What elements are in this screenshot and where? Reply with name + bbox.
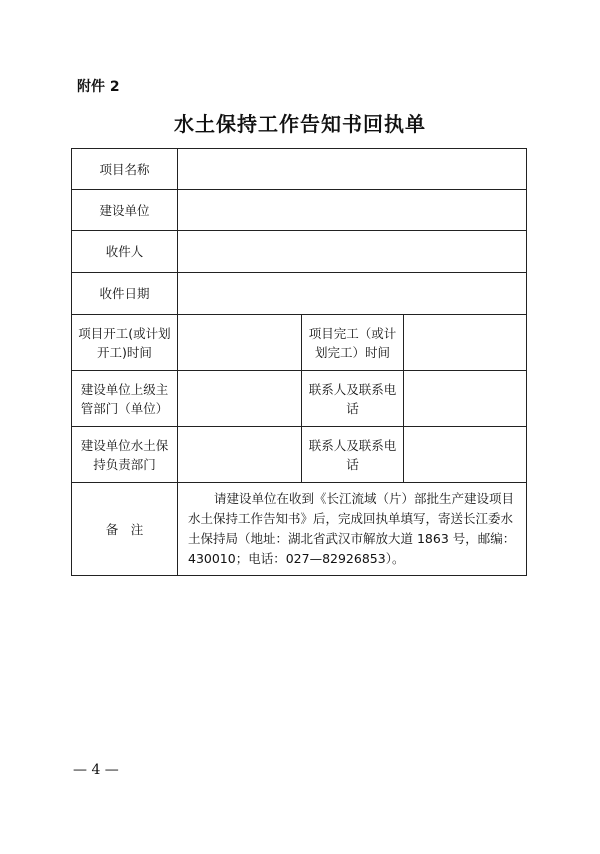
row-construction-unit — [72, 190, 527, 231]
contact-field-2[interactable] — [404, 427, 527, 483]
contact-label-2: 联系人及联系电话 — [302, 427, 404, 483]
construction-unit-field[interactable] — [178, 190, 527, 231]
completion-time-field[interactable] — [404, 315, 527, 371]
attachment-label: 附件 2 — [77, 79, 120, 95]
row-timeline — [72, 315, 527, 371]
row-receipt-date — [72, 273, 527, 315]
page-title: 水土保持工作告知书回执单 — [174, 112, 426, 136]
remarks-text-cell — [178, 483, 527, 576]
row-soil-dept — [72, 427, 527, 483]
start-time-label: 项目开工(或计划开工)时间 — [72, 315, 178, 371]
contact-label-1: 联系人及联系电话 — [302, 371, 404, 427]
recipient-label: 收件人 — [72, 231, 178, 273]
page-number: — 4 — — [73, 762, 119, 778]
receipt-date-label: 收件日期 — [72, 273, 178, 315]
completion-time-label: 项目完工（或计划完工）时间 — [302, 315, 404, 371]
superior-dept-field[interactable] — [178, 371, 302, 427]
row-recipient — [72, 231, 527, 273]
receipt-form-table — [71, 148, 527, 576]
row-superior-dept — [72, 371, 527, 427]
construction-unit-label: 建设单位 — [72, 190, 178, 231]
project-name-field[interactable] — [178, 149, 527, 190]
superior-dept-label: 建设单位上级主管部门（单位） — [72, 371, 178, 427]
remarks-text: 请建设单位在收到《长江流域（片）部批生产建设项目水土保持工作告知书》后，完成回执单填写，寄送长江委水土保持局（地址：湖北省武汉市解放大道 1863 号，邮编：430010；电话：027—82926853）。 — [188, 491, 516, 566]
recipient-field[interactable] — [178, 231, 527, 273]
start-time-field[interactable] — [178, 315, 302, 371]
soil-dept-label: 建设单位水土保持负责部门 — [72, 427, 178, 483]
row-remarks — [72, 483, 527, 576]
remarks-label: 备 注 — [72, 483, 178, 576]
receipt-date-field[interactable] — [178, 273, 527, 315]
contact-field-1[interactable] — [404, 371, 527, 427]
soil-dept-field[interactable] — [178, 427, 302, 483]
row-project-name — [72, 149, 527, 190]
project-name-label: 项目名称 — [72, 149, 178, 190]
